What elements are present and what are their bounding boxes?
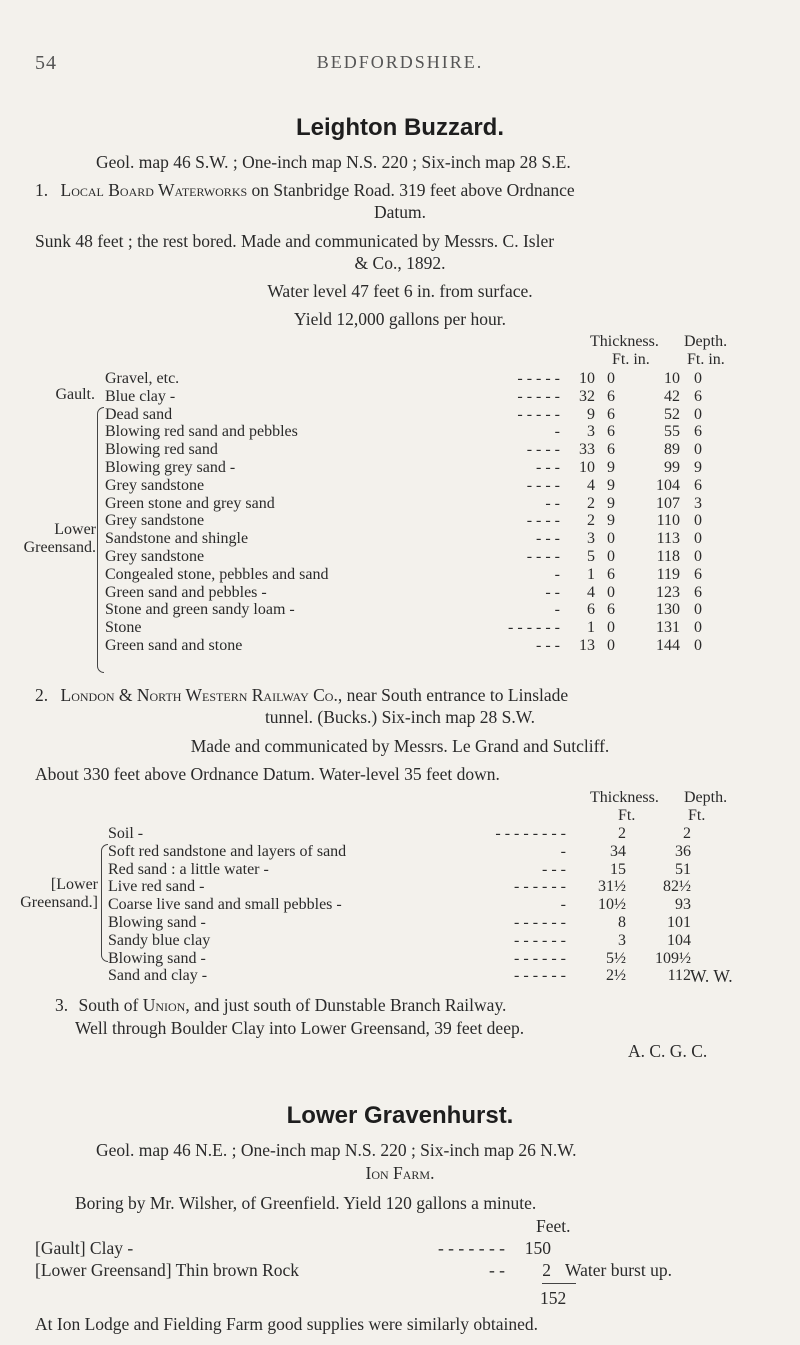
section-title-leighton-buzzard: Leighton Buzzard.: [296, 114, 504, 141]
row-description: Stone: [105, 619, 142, 637]
row-leader-dots: - -: [488, 1260, 505, 1280]
depth-inches: 6: [694, 387, 702, 405]
table-row: [105, 619, 745, 637]
depth-feet: 118: [656, 547, 680, 565]
row-leader-dots: - - - - - -: [508, 619, 560, 637]
depth-inches: 0: [694, 370, 702, 387]
depth-feet: 52: [664, 405, 680, 423]
depth-feet: 144: [656, 636, 680, 654]
depth-feet: 104: [667, 931, 691, 949]
table-row: [108, 932, 748, 950]
row-leader-dots: - - -: [542, 860, 566, 878]
well3-number: 3.: [55, 995, 69, 1015]
well2-owner: London & North Western Railway Co.: [60, 685, 338, 705]
row-description: Gravel, etc.: [105, 370, 180, 387]
depth-feet: 112: [667, 967, 691, 985]
well1-sunk-line1: Sunk 48 feet ; the rest bored. Made and communicated by Messrs. C. Isler: [35, 231, 555, 251]
depth-inches: 0: [694, 601, 702, 619]
row-description: Soft red sandstone and layers of sand: [108, 842, 347, 860]
row-leader-dots: - - - - - -: [514, 913, 566, 931]
depth-feet: 113: [656, 530, 680, 548]
well2-made: Made and communicated by Messrs. Le Grand and Sutcliff.: [190, 736, 610, 756]
table-row: [105, 637, 745, 655]
depth-inches: 6: [694, 423, 702, 441]
table-row: [108, 896, 748, 914]
well2-lg-label-line2: Greensand.]: [20, 894, 98, 911]
thickness-feet: 1: [587, 565, 595, 583]
row-description: Grey sandstone: [105, 512, 205, 530]
well2-col-depth: Depth.: [684, 789, 728, 806]
well2-col-thickness: Thickness.: [590, 789, 659, 806]
well2-heading: [35, 685, 568, 706]
thickness-inches: 6: [607, 405, 615, 423]
row-description: Dead sand: [105, 405, 173, 423]
depth-feet: 93: [675, 896, 691, 914]
row-note: [551, 1238, 565, 1260]
well1-lower-greensand-label: [12, 521, 96, 557]
thickness-feet: 33: [579, 441, 595, 459]
well1-lg-label-line2: Greensand.: [23, 539, 96, 556]
thickness-inches: 0: [607, 547, 615, 565]
row-description: Blowing grey sand -: [105, 458, 236, 476]
depth-feet: 89: [664, 441, 680, 459]
table-row: [35, 1260, 755, 1282]
thickness-feet: 4: [587, 476, 595, 494]
thickness-feet: 13: [579, 636, 595, 654]
table-row: [105, 370, 745, 388]
thickness-feet: 34: [610, 842, 626, 860]
row-description: Red sand : a little water -: [108, 860, 269, 878]
row-leader-dots: - - - -: [526, 441, 560, 459]
table-row: [105, 441, 745, 459]
thickness-inches: 9: [607, 458, 615, 476]
thickness-inches: 9: [607, 476, 615, 494]
row-leader-dots: - -: [545, 583, 560, 601]
well1-line1-rest: on Stanbridge Road. 319 feet above Ordnance: [251, 180, 575, 200]
well1-datum: Datum.: [373, 202, 426, 222]
thickness-feet: 4: [587, 583, 595, 601]
depth-feet: 55: [664, 423, 680, 441]
row-description: Coarse live sand and small pebbles -: [108, 896, 342, 914]
section2-col-feet: Feet.: [536, 1216, 571, 1236]
section-title-lower-gravenhurst: Lower Gravenhurst.: [286, 1102, 514, 1129]
depth-feet: 42: [664, 387, 680, 405]
row-description: Blowing red sand and pebbles: [105, 423, 298, 441]
section2-farm: Ion Farm.: [365, 1163, 435, 1183]
well2-unit-ft-thickness: Ft.: [618, 807, 636, 824]
table-row: [105, 584, 745, 602]
well1-water-level: Water level 47 feet 6 in. from surface.: [267, 281, 533, 301]
depth-inches: 9: [694, 458, 702, 476]
thickness-feet: 31½: [598, 878, 626, 896]
well3-line1b: , and just south of Dunstable Branch Railway.: [185, 995, 507, 1015]
row-leader-dots: - - - - -: [517, 405, 560, 423]
depth-feet: 2: [683, 825, 691, 842]
depth-inches: 3: [694, 494, 702, 512]
well2-table: [108, 825, 748, 985]
depth-inches: 0: [694, 547, 702, 565]
depth-inches: 0: [694, 636, 702, 654]
thickness-feet: 8: [618, 913, 626, 931]
depth-feet: 131: [656, 619, 680, 637]
table-row: [105, 406, 745, 424]
thickness-inches: 0: [607, 370, 615, 387]
row-leader-dots: - - - - - - - -: [495, 825, 566, 842]
thickness-inches: 9: [607, 494, 615, 512]
row-leader-dots: -: [560, 896, 566, 914]
depth-inches: 6: [694, 476, 702, 494]
well3-line1a: South of: [78, 995, 143, 1015]
thickness-feet: 6: [587, 601, 595, 619]
section2-total-rule: [542, 1283, 576, 1284]
thickness-inches: 6: [607, 565, 615, 583]
well1-table: [105, 370, 745, 655]
table-row: [105, 477, 745, 495]
thickness-feet: 10½: [598, 896, 626, 914]
depth-feet: 123: [656, 583, 680, 601]
table-row: [108, 861, 748, 879]
depth-feet: 130: [656, 601, 680, 619]
well2-lg-label-line1: [Lower: [50, 876, 98, 893]
row-leader-dots: - - - - - -: [514, 878, 566, 896]
row-leader-dots: - - -: [536, 530, 560, 548]
table-row: [105, 601, 745, 619]
section2-maps: Geol. map 46 N.E. ; One-inch map N.S. 220 ; Six-inch map 26 N.W.: [96, 1140, 577, 1160]
section2-boring: Boring by Mr. Wilsher, of Greenfield. Yield 120 gallons a minute.: [75, 1193, 537, 1213]
row-description: Grey sandstone: [105, 547, 205, 565]
depth-inches: 0: [694, 619, 702, 637]
depth-inches: 0: [694, 405, 702, 423]
well1-units-thickness: Ft. in.: [612, 351, 650, 368]
row-leader-dots: -: [554, 601, 560, 619]
thickness-feet: 3: [587, 423, 595, 441]
row-leader-dots: - - - - -: [517, 387, 560, 405]
row-description: Green sand and stone: [105, 636, 243, 654]
well1-lg-label-line1: Lower: [54, 521, 96, 538]
thickness-inches: 6: [607, 601, 615, 619]
depth-feet: 101: [667, 913, 691, 931]
thickness-feet: 9: [587, 405, 595, 423]
depth-feet: 109½: [655, 949, 691, 967]
row-leader-dots: - - - - - -: [514, 931, 566, 949]
depth-inches: 0: [694, 512, 702, 530]
depth-feet: 107: [656, 494, 680, 512]
well3-union: Union: [142, 995, 186, 1015]
row-leader-dots: - - - -: [526, 512, 560, 530]
row-leader-dots: -: [554, 423, 560, 441]
row-leader-dots: -: [554, 565, 560, 583]
section2-total: 152: [540, 1288, 567, 1308]
table-row: [105, 459, 745, 477]
section2-footer: At Ion Lodge and Fielding Farm good supplies were similarly obtained.: [35, 1314, 539, 1334]
depth-inches: 6: [694, 583, 702, 601]
row-description: Blowing red sand: [105, 441, 218, 459]
row-description: Green stone and grey sand: [105, 494, 275, 512]
section2-table: [35, 1238, 755, 1282]
row-leader-dots: - - -: [536, 636, 560, 654]
row-leader-dots: - - - -: [526, 476, 560, 494]
table-row: [105, 530, 745, 548]
thickness-feet: 2: [618, 825, 626, 842]
table-row: [108, 950, 748, 968]
thickness-inches: 0: [607, 583, 615, 601]
row-leader-dots: - - - - - -: [514, 967, 566, 985]
depth-feet: 51: [675, 860, 691, 878]
well2-about: About 330 feet above Ordnance Datum. Water-level 35 feet down.: [35, 764, 500, 784]
page-number: 54: [35, 52, 57, 74]
row-description: Grey sandstone: [105, 476, 205, 494]
table-row: [108, 878, 748, 896]
well3-line2: Well through Boulder Clay into Lower Greensand, 39 feet deep.: [75, 1018, 525, 1038]
thickness-feet: 2: [587, 494, 595, 512]
thickness-inches: 6: [607, 423, 615, 441]
thickness-inches: 9: [607, 512, 615, 530]
row-note: Water burst up.: [565, 1260, 672, 1280]
well3-signature: A. C. G. C.: [628, 1041, 708, 1061]
depth-feet: 119: [656, 565, 680, 583]
depth-feet: 10: [664, 370, 680, 387]
row-feet: 2: [542, 1260, 551, 1280]
row-description: Congealed stone, pebbles and sand: [105, 565, 329, 583]
thickness-feet: 10: [579, 458, 595, 476]
row-leader-dots: - - - - - - -: [437, 1238, 505, 1258]
well1-sunk-line2: & Co., 1892.: [354, 253, 446, 273]
depth-inches: 6: [694, 565, 702, 583]
well1-brace: [97, 407, 104, 673]
table-row: [108, 843, 748, 861]
table-row: [105, 423, 745, 441]
row-leader-dots: - - - - - -: [514, 949, 566, 967]
table-row: [105, 548, 745, 566]
section1-maps: Geol. map 46 S.W. ; One-inch map N.S. 220 ; Six-inch map 28 S.E.: [96, 152, 571, 172]
well1-yield: Yield 12,000 gallons per hour.: [294, 309, 506, 329]
well1-heading: [35, 180, 575, 201]
table-row: [105, 495, 745, 513]
thickness-feet: 5: [587, 547, 595, 565]
table-row: [105, 388, 745, 406]
well1-units-depth: Ft. in.: [687, 351, 725, 368]
thickness-inches: 6: [607, 441, 615, 459]
row-description: Stone and green sandy loam -: [105, 601, 295, 619]
table-row: [108, 967, 748, 985]
row-description: Blowing sand -: [108, 949, 206, 967]
thickness-feet: 3: [618, 931, 626, 949]
thickness-feet: 1: [587, 619, 595, 637]
well2-lower-greensand-label: [12, 876, 98, 912]
table-row: [108, 825, 748, 843]
thickness-feet: 3: [587, 530, 595, 548]
depth-feet: 104: [656, 476, 680, 494]
depth-feet: 36: [675, 842, 691, 860]
row-description: Green sand and pebbles -: [105, 583, 267, 601]
table-row: [105, 512, 745, 530]
thickness-feet: 2: [587, 512, 595, 530]
row-feet: 150: [524, 1238, 551, 1258]
well2-tunnel: tunnel. (Bucks.) Six-inch map 28 S.W.: [264, 707, 536, 727]
well2-brace: [101, 844, 108, 962]
thickness-feet: 10: [579, 370, 595, 387]
row-description: [Gault] Clay -: [35, 1238, 134, 1258]
well1-number: 1.: [35, 180, 49, 200]
row-leader-dots: - - -: [536, 458, 560, 476]
row-description: Sand and clay -: [108, 967, 208, 985]
thickness-inches: 0: [607, 530, 615, 548]
thickness-feet: 5½: [606, 949, 626, 967]
well3-line1: [55, 995, 506, 1016]
table-row: [108, 914, 748, 932]
row-description: Sandstone and shingle: [105, 530, 249, 548]
row-description: [Lower Greensand] Thin brown Rock: [35, 1260, 300, 1280]
row-leader-dots: - - - -: [526, 547, 560, 565]
thickness-inches: 0: [607, 636, 615, 654]
well1-col-depth: Depth.: [684, 333, 728, 350]
well2-number: 2.: [35, 685, 49, 705]
well2-signature: W. W.: [690, 966, 733, 986]
row-description: Blue clay -: [105, 387, 176, 405]
depth-feet: 99: [664, 458, 680, 476]
row-description: Blowing sand -: [108, 913, 206, 931]
well1-col-thickness: Thickness.: [590, 333, 659, 350]
row-description: Sandy blue clay: [108, 931, 211, 949]
depth-inches: 0: [694, 530, 702, 548]
depth-feet: 110: [656, 512, 680, 530]
depth-inches: 0: [694, 441, 702, 459]
well1-gault-label: Gault.: [55, 386, 95, 403]
thickness-inches: 6: [607, 387, 615, 405]
well2-line1-rest: , near South entrance to Linslade: [337, 685, 569, 705]
row-leader-dots: -: [560, 842, 566, 860]
thickness-inches: 0: [607, 619, 615, 637]
row-leader-dots: - - - - -: [517, 370, 560, 387]
thickness-feet: 15: [610, 860, 626, 878]
thickness-feet: 2½: [606, 967, 626, 985]
depth-feet: 82½: [663, 878, 691, 896]
table-row: [105, 566, 745, 584]
row-description: Live red sand -: [108, 878, 205, 896]
running-title: BEDFORDSHIRE.: [316, 52, 484, 72]
table-row: [35, 1238, 755, 1260]
well1-owner: Local Board Waterworks: [60, 180, 248, 200]
row-leader-dots: - -: [545, 494, 560, 512]
thickness-feet: 32: [579, 387, 595, 405]
row-description: Soil -: [108, 825, 144, 842]
well2-unit-ft-depth: Ft.: [688, 807, 706, 824]
